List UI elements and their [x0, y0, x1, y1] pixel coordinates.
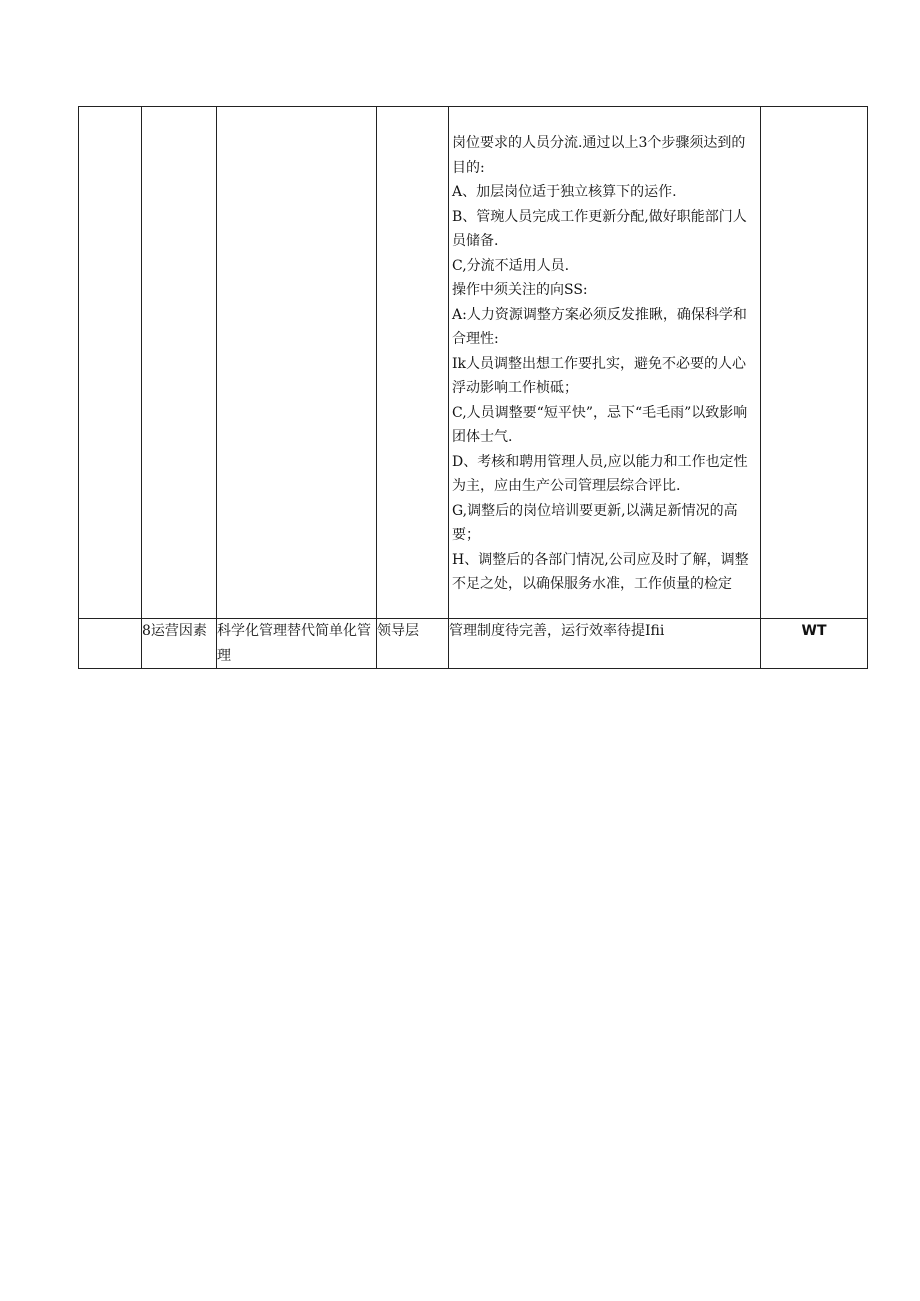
content-line: A、加层岗位适于独立核算下的运作. [452, 184, 677, 200]
content-line: C,分流不适用人员. [452, 257, 570, 274]
level-cell: 领导层 [377, 619, 449, 669]
note-cell: WT [761, 619, 868, 669]
table-row [79, 107, 868, 619]
factor-cell: 8运营因素 [142, 619, 217, 669]
content-line: 操作中须关注的向SS: [452, 282, 588, 298]
content-line: B、管琬人员完成工作更新分配,做好职能部门人员储备. [452, 208, 747, 249]
table-cell-empty [79, 107, 142, 619]
content-line: G,调整后的岗位培训要更新,以满足新情况的高要； [452, 502, 738, 543]
table-cell-empty [377, 107, 449, 619]
description-cell: 管理制度待完善，运行效率待提Ifii [449, 619, 761, 669]
content-line: H、调整后的各部门情况,公司应及时了解，调整不足之处，以确保服务水准，工作侦量的检定 [452, 551, 749, 592]
table-cell-empty [79, 619, 142, 669]
table-row [79, 619, 868, 669]
content-line: 岗位要求的人员分流.通过以上3个步骤须达到的目的: [452, 135, 746, 176]
content-line: Ik人员调整出想工作要扎实，避免不必要的人心浮动影响工作桢砥； [452, 355, 747, 396]
table-cell-empty [761, 107, 868, 619]
table-cell-empty [142, 107, 217, 619]
content-line: C,人员调整要“短平快”，忌下“毛毛雨”以致影响团体士气. [452, 404, 748, 445]
content-line: A:人力资源调整方案必须反发推瞅，确保科学和合理性: [452, 306, 747, 347]
content-table [78, 106, 868, 669]
content-lines [449, 107, 760, 597]
table-cell-empty [217, 107, 377, 619]
table-cell-content [449, 107, 761, 619]
content-line: D、考核和聘用管理人员,应以能力和工作也定性为主，应由生产公司管理层综合评比. [452, 453, 748, 494]
measure-cell: 科学化管理替代简单化管理 [217, 619, 377, 669]
